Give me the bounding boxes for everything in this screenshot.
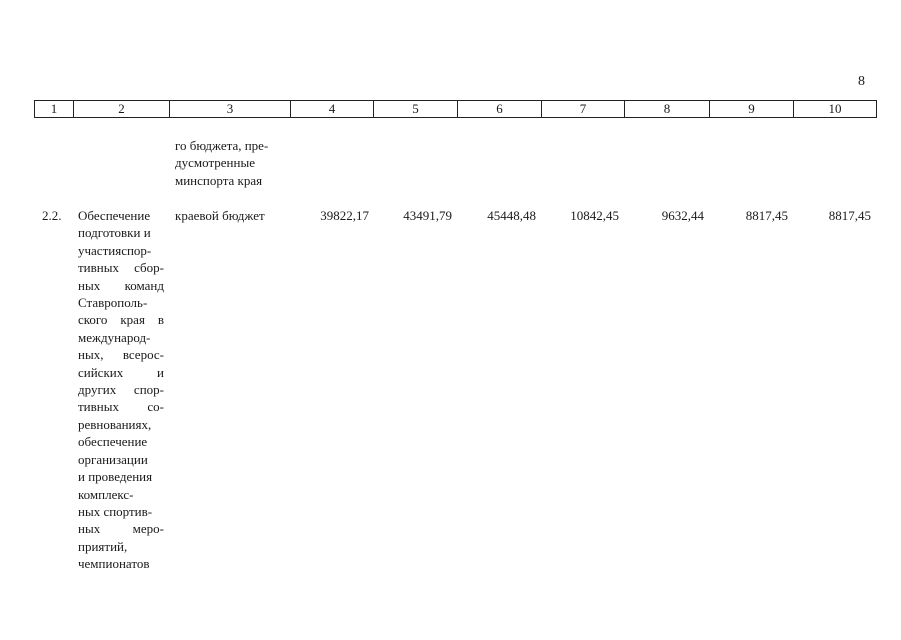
row-name-line: комплекс- — [78, 486, 134, 502]
row-name-line: ных команд — [78, 277, 164, 293]
continuation-text — [175, 137, 290, 189]
header-col-1: 1 — [35, 101, 74, 117]
header-col-8: 8 — [625, 101, 710, 117]
row-name-line: приятий, — [78, 538, 128, 554]
row-name-line: ского края в — [78, 312, 164, 328]
header-col-3: 3 — [170, 101, 291, 117]
row-name-line: участияспор- — [78, 242, 152, 258]
header-col-4: 4 — [291, 101, 374, 117]
value-col-6: 45448,48 — [487, 208, 536, 223]
row-name-line: организации — [78, 451, 148, 467]
table-header-row — [34, 100, 877, 118]
row-name-line: подготовки и — [78, 225, 151, 241]
continuation-line: го бюджета, пре- — [175, 138, 269, 153]
row-name-line: ных, всерос- — [78, 347, 164, 363]
row-name — [78, 207, 164, 573]
page-number: 8 — [858, 74, 865, 89]
header-col-6: 6 — [458, 101, 542, 117]
row-name-line: чемпионатов — [78, 556, 150, 572]
value-col-9: 8817,45 — [745, 208, 788, 223]
continuation-line: дусмотренные — [175, 155, 255, 171]
header-col-7: 7 — [542, 101, 625, 117]
row-name-line: и проведения — [78, 469, 153, 485]
row-name-line: ных меро- — [78, 521, 164, 537]
value-col-8: 9632,44 — [661, 208, 704, 223]
row-name-line: Ставрополь- — [78, 295, 148, 311]
value-col-10: 8817,45 — [828, 208, 871, 223]
row-name-line: Обеспечение — [78, 208, 151, 223]
row-source: краевой бюджет — [175, 208, 265, 223]
row-name-line: ревнованиях, — [78, 416, 152, 432]
value-col-7: 10842,45 — [570, 208, 619, 223]
header-col-5: 5 — [374, 101, 458, 117]
row-name-line: ных спортив- — [78, 503, 153, 519]
row-name-line: международ- — [78, 329, 151, 345]
row-number: 2.2. — [42, 208, 62, 223]
row-name-line: сийских и — [78, 364, 164, 380]
row-name-line: других спор- — [78, 382, 164, 398]
header-col-10: 10 — [828, 101, 842, 116]
row-name-line: тивных со- — [78, 399, 164, 415]
value-col-5: 43491,79 — [403, 208, 452, 223]
header-col-2: 2 — [74, 101, 170, 117]
value-col-4: 39822,17 — [320, 208, 369, 223]
row-name-line: обеспечение — [78, 434, 148, 450]
row-name-line: тивных сбор- — [78, 260, 164, 276]
header-col-9: 9 — [710, 101, 794, 117]
continuation-line: минспорта края — [175, 172, 263, 188]
